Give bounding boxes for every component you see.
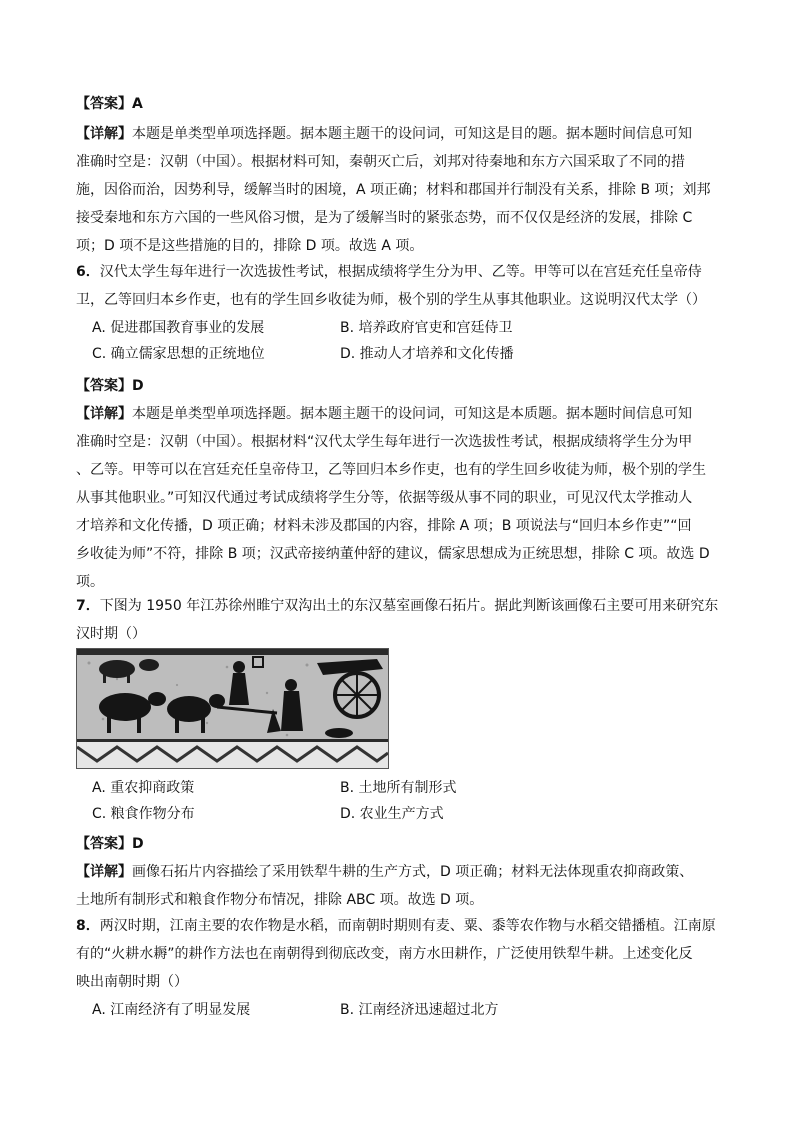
question-number: 6． bbox=[76, 264, 100, 280]
detail-label: 【详解】 bbox=[76, 406, 132, 422]
stem-text: 两汉时期，江南主要的农作物是水稻，而南朝时期则有麦、粟、黍等农作物与水稻交错播植。江南原 bbox=[99, 918, 716, 934]
q7-option-a[interactable]: A. 重农抑商政策 bbox=[92, 780, 195, 796]
q7-option-d[interactable]: D. 农业生产方式 bbox=[340, 806, 444, 822]
q7-stem-line: 汉时期（） bbox=[76, 626, 146, 642]
stem-text: 下图为 1950 年江苏徐州睢宁双沟出土的东汉墓室画像石拓片。据此判断该画像石主要可用来研究东 bbox=[99, 598, 719, 614]
q5-detail-line: 项；D 项不是这些措施的目的，排除 D 项。故选 A 项。 bbox=[76, 238, 424, 254]
stem-text: 汉代太学生每年进行一次选拔性考试，根据成绩将学生分为甲、乙等。甲等可以在宫廷充任皇帝侍 bbox=[99, 264, 702, 280]
q6-stem-line: 卫，乙等回归本乡作吏，也有的学生回乡收徒为师，极个别的学生从事其他职业。这说明汉代太学（） bbox=[76, 292, 706, 308]
q6-detail-line: 项。 bbox=[76, 574, 104, 590]
q6-detail-line: 乡收徒为师”不符，排除 B 项；汉武帝接纳董仲舒的建议，儒家思想成为正统思想，排除 C 项。故选 D bbox=[76, 546, 710, 562]
question-number: 8． bbox=[76, 918, 100, 934]
q7-detail-line bbox=[76, 864, 716, 880]
q6-option-b[interactable]: B. 培养政府官吏和宫廷侍卫 bbox=[340, 320, 513, 336]
detail-label: 【详解】 bbox=[76, 864, 132, 880]
q6-stem-line bbox=[76, 264, 716, 280]
q6-answer-line bbox=[76, 378, 716, 394]
q5-detail-line: 施，因俗而治，因势利导，缓解当时的困境，A 项正确；材料和郡国并行制没有关系，排除 B 项；刘邦 bbox=[76, 182, 711, 198]
detail-text: 本题是单类型单项选择题。据本题主题干的设问词，可知这是目的题。据本题时间信息可知 bbox=[132, 126, 692, 142]
q7-option-b[interactable]: B. 土地所有制形式 bbox=[340, 780, 457, 796]
q7-stem-line bbox=[76, 598, 719, 614]
answer-label: 【答案】 bbox=[76, 378, 132, 394]
q7-answer-line bbox=[76, 836, 716, 852]
q7-detail-line: 土地所有制形式和粮食作物分布情况，排除 ABC 项。故选 D 项。 bbox=[76, 892, 484, 908]
q7-option-c[interactable]: C. 粮食作物分布 bbox=[92, 806, 195, 822]
q6-detail-line bbox=[76, 406, 716, 422]
q8-option-a[interactable]: A. 江南经济有了明显发展 bbox=[92, 1002, 251, 1018]
q6-detail-line: 准确时空是：汉朝（中国）。根据材料“汉代太学生每年进行一次选拔性考试，根据成绩将学生分为甲 bbox=[76, 434, 693, 450]
q6-option-d[interactable]: D. 推动人才培养和文化传播 bbox=[340, 346, 514, 362]
q8-stem-line: 有的“火耕水耨”的耕作方法也在南朝得到彻底改变，南方水田耕作，广泛使用铁犁牛耕。上述变化反 bbox=[76, 946, 693, 962]
answer-label: 【答案】 bbox=[76, 96, 132, 112]
detail-label: 【详解】 bbox=[76, 126, 132, 142]
q6-option-a[interactable]: A. 促进郡国教育事业的发展 bbox=[92, 320, 265, 336]
q8-option-b[interactable]: B. 江南经济迅速超过北方 bbox=[340, 1002, 499, 1018]
q6-detail-line: 才培养和文化传播，D 项正确；材料未涉及郡国的内容，排除 A 项；B 项说法与“回归本乡作吏”“回 bbox=[76, 518, 692, 534]
q6-detail-line: 从事其他职业。”可知汉代通过考试成绩将学生分等，依据等级从事不同的职业，可见汉代太学推动人 bbox=[76, 490, 693, 506]
q6-detail-line: 、乙等。甲等可以在宫廷充任皇帝侍卫，乙等回归本乡作吏，也有的学生回乡收徒为师，极个别的学生 bbox=[76, 462, 706, 478]
detail-text: 本题是单类型单项选择题。据本题主题干的设问词，可知这是本质题。据本题时间信息可知 bbox=[132, 406, 692, 422]
question-number: 7． bbox=[76, 598, 100, 614]
q6-option-c[interactable]: C. 确立儒家思想的正统地位 bbox=[92, 346, 265, 362]
q5-detail-line: 准确时空是：汉朝（中国）。根据材料可知，秦朝灭亡后，刘邦对待秦地和东方六国采取了不同的措 bbox=[76, 154, 685, 170]
answer-label: 【答案】 bbox=[76, 836, 132, 852]
detail-text: 画像石拓片内容描绘了采用铁犁牛耕的生产方式，D 项正确；材料无法体现重农抑商政策、 bbox=[132, 864, 694, 880]
q8-stem-line: 映出南朝时期（） bbox=[76, 974, 188, 990]
answer-value: D bbox=[132, 378, 144, 394]
q5-detail-line: 接受秦地和东方六国的一些风俗习惯，是为了缓解当时的紧张态势，而不仅仅是经济的发展，排除 C bbox=[76, 210, 693, 226]
answer-value: A bbox=[132, 96, 143, 112]
answer-value: D bbox=[132, 836, 144, 852]
q5-answer-line bbox=[76, 96, 716, 112]
q8-stem-line bbox=[76, 918, 716, 934]
stone-relief-rubbing-image bbox=[76, 648, 389, 769]
q5-detail-line bbox=[76, 126, 716, 142]
